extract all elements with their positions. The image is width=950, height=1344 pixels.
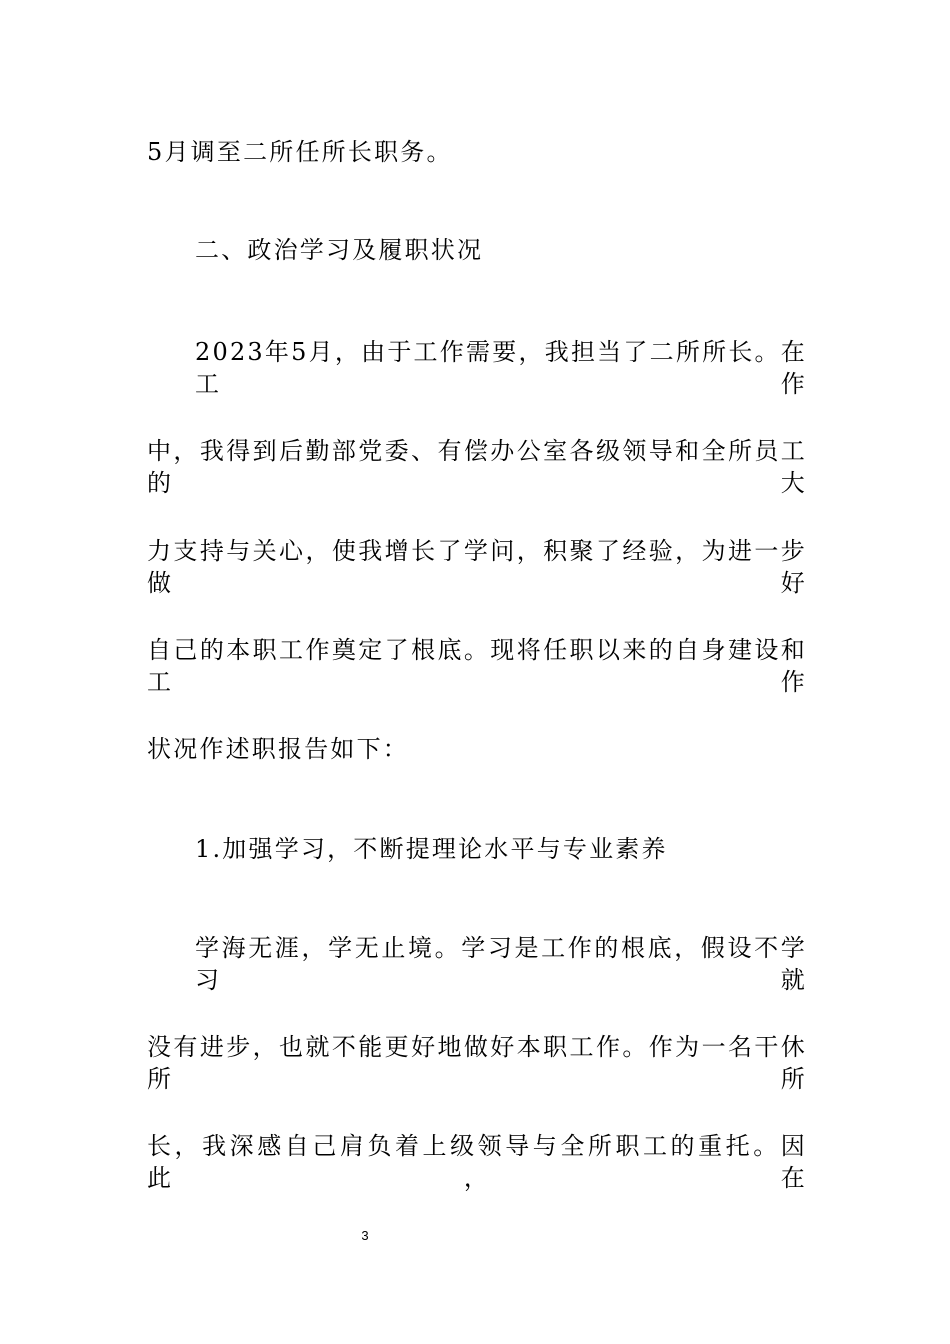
paragraph-line: 力支持与关心，使我增长了学问，积聚了经验，为进一步做好 bbox=[147, 537, 807, 597]
section-heading: 二、政治学习及履职状况 bbox=[195, 236, 484, 264]
subsection-heading: 1.加强学习，不断提理论水平与专业素养 bbox=[195, 835, 668, 863]
page-number: 3 bbox=[361, 1228, 369, 1243]
paragraph-line: 长，我深感自己肩负着上级领导与全所职工的重托。因此，在 bbox=[147, 1132, 807, 1192]
paragraph-line: 自己的本职工作奠定了根底。现将任职以来的自身建设和工作 bbox=[147, 636, 807, 696]
paragraph-line: 学海无涯，学无止境。学习是工作的根底，假设不学习就 bbox=[195, 934, 807, 994]
paragraph-line: 5月调至二所任所长职务。 bbox=[147, 138, 453, 166]
paragraph-line: 2023年5月，由于工作需要，我担当了二所所长。在工作 bbox=[195, 338, 807, 398]
paragraph-line: 状况作述职报告如下： bbox=[147, 735, 409, 763]
paragraph-line: 没有进步，也就不能更好地做好本职工作。作为一名干休所所 bbox=[147, 1033, 807, 1093]
paragraph-line: 中，我得到后勤部党委、有偿办公室各级领导和全所员工的大 bbox=[147, 437, 807, 497]
